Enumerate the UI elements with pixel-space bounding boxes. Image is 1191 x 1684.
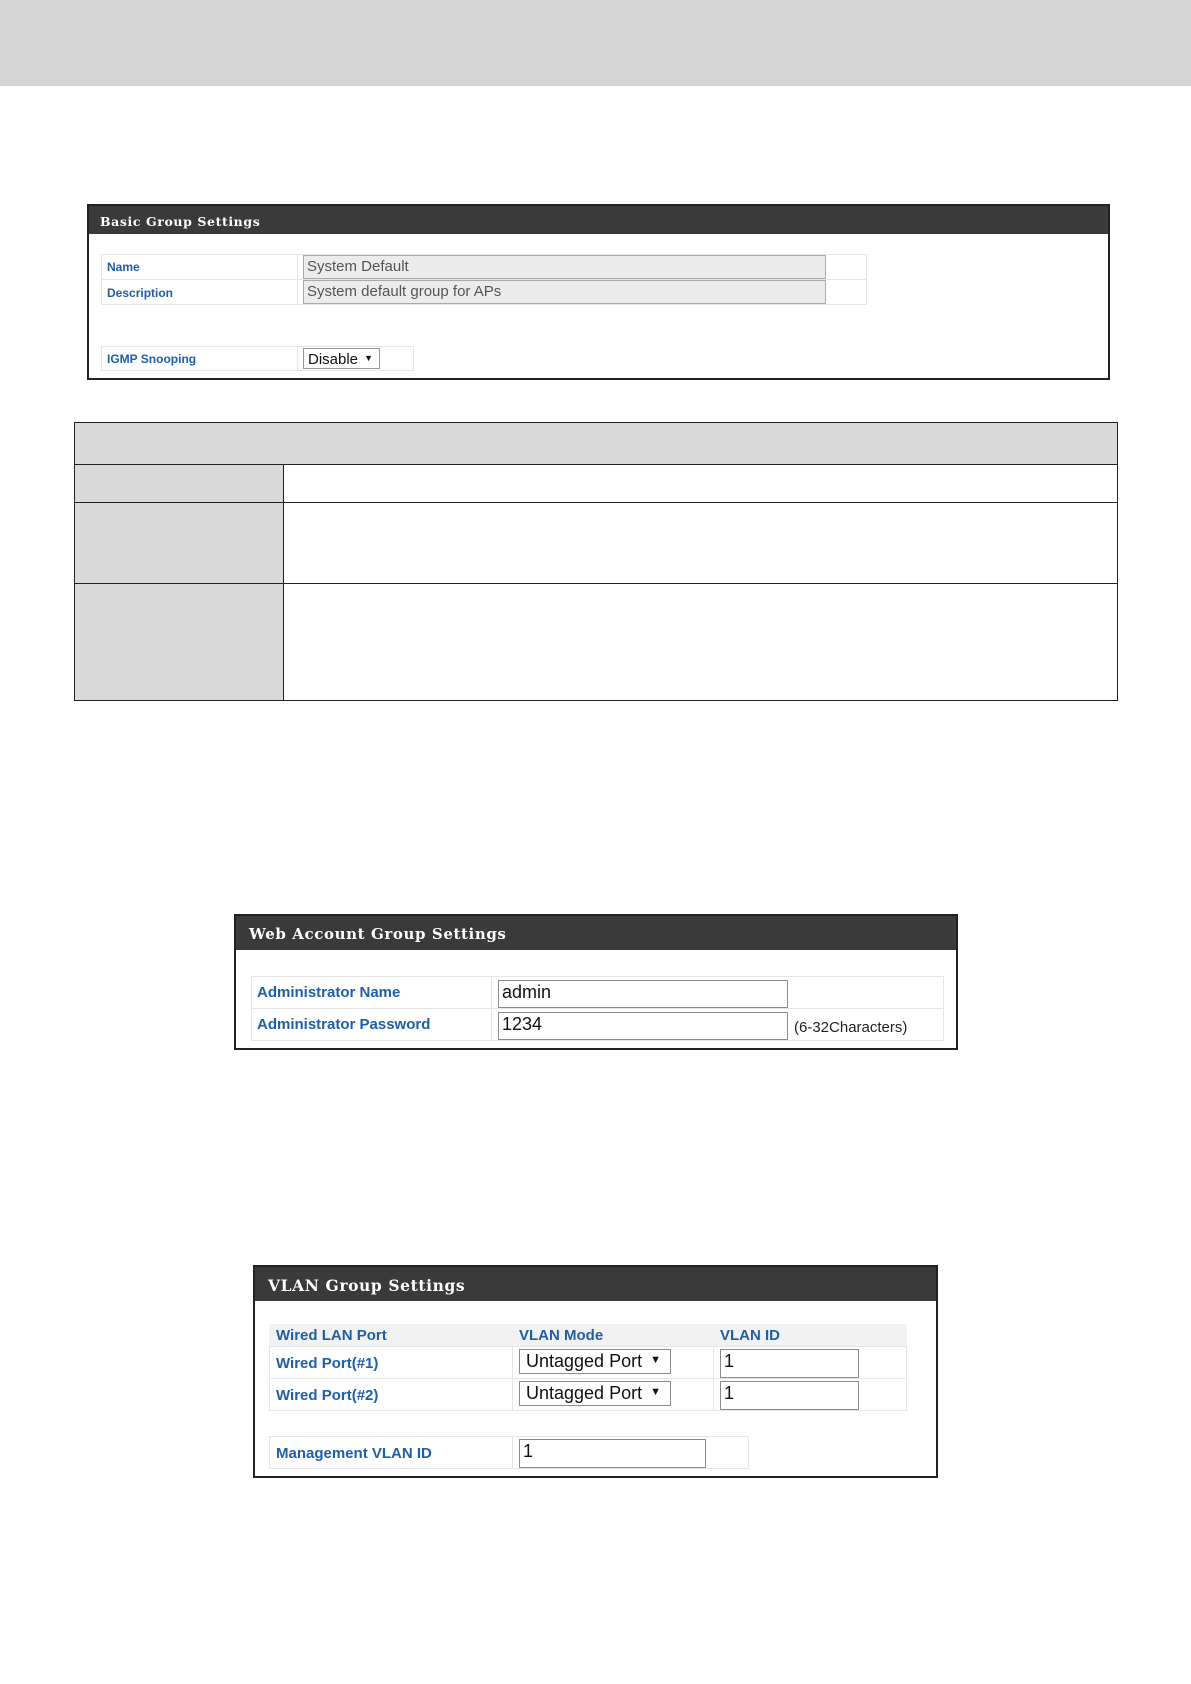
vlan-group-settings-panel [253,1265,938,1478]
chevron-down-icon: ▼ [650,1386,661,1398]
vlan-group-title: VLAN Group Settings [255,1267,936,1301]
administrator-name-label: Administrator Name [257,984,401,1001]
wired-port-1-label: Wired Port(#1) [276,1355,379,1372]
chevron-down-icon: ▼ [650,1354,661,1366]
management-vlan-id-label: Management VLAN ID [276,1445,432,1462]
table-row-label-cell [75,503,284,583]
igmp-snooping-label: IGMP Snooping [107,352,197,366]
password-hint: (6-32Characters) [794,1019,908,1036]
table-header-row [75,423,1117,465]
administrator-password-label: Administrator Password [257,1016,431,1033]
description-label: Description [107,286,174,300]
igmp-snooping-value: Disable [308,351,359,368]
table-row-label-cell [75,584,284,700]
basic-group-settings-title: Basic Group Settings [89,206,1108,234]
web-account-group-settings-panel [234,914,958,1050]
table-row-divider [75,502,1117,503]
wired-port-2-vlan-mode-select[interactable]: Untagged Port ▼ [519,1381,671,1406]
web-account-title: Web Account Group Settings [236,916,956,950]
description-table [74,422,1118,701]
name-field[interactable]: System Default [303,255,826,279]
wired-port-1-vlan-id-input[interactable]: 1 [720,1349,859,1378]
column-wired-lan-port: Wired LAN Port [276,1327,387,1344]
table-row-divider [75,583,1117,584]
management-vlan-id-input[interactable]: 1 [519,1439,706,1468]
wired-port-1-vlan-mode-select[interactable]: Untagged Port ▼ [519,1349,671,1374]
wired-port-2-vlan-id-input[interactable]: 1 [720,1381,859,1410]
administrator-password-input[interactable]: 1234 [498,1012,788,1040]
chevron-down-icon: ▼ [364,353,373,363]
name-label: Name [107,260,140,274]
igmp-snooping-select[interactable] [303,348,380,369]
column-vlan-id: VLAN ID [720,1327,780,1344]
basic-group-settings-panel [87,204,1110,380]
wired-port-2-label: Wired Port(#2) [276,1387,379,1404]
column-vlan-mode: VLAN Mode [519,1327,604,1344]
description-field[interactable]: System default group for APs [303,280,826,304]
page-top-band [0,0,1191,86]
administrator-name-input[interactable]: admin [498,980,788,1008]
table-row-label-cell [75,465,284,502]
